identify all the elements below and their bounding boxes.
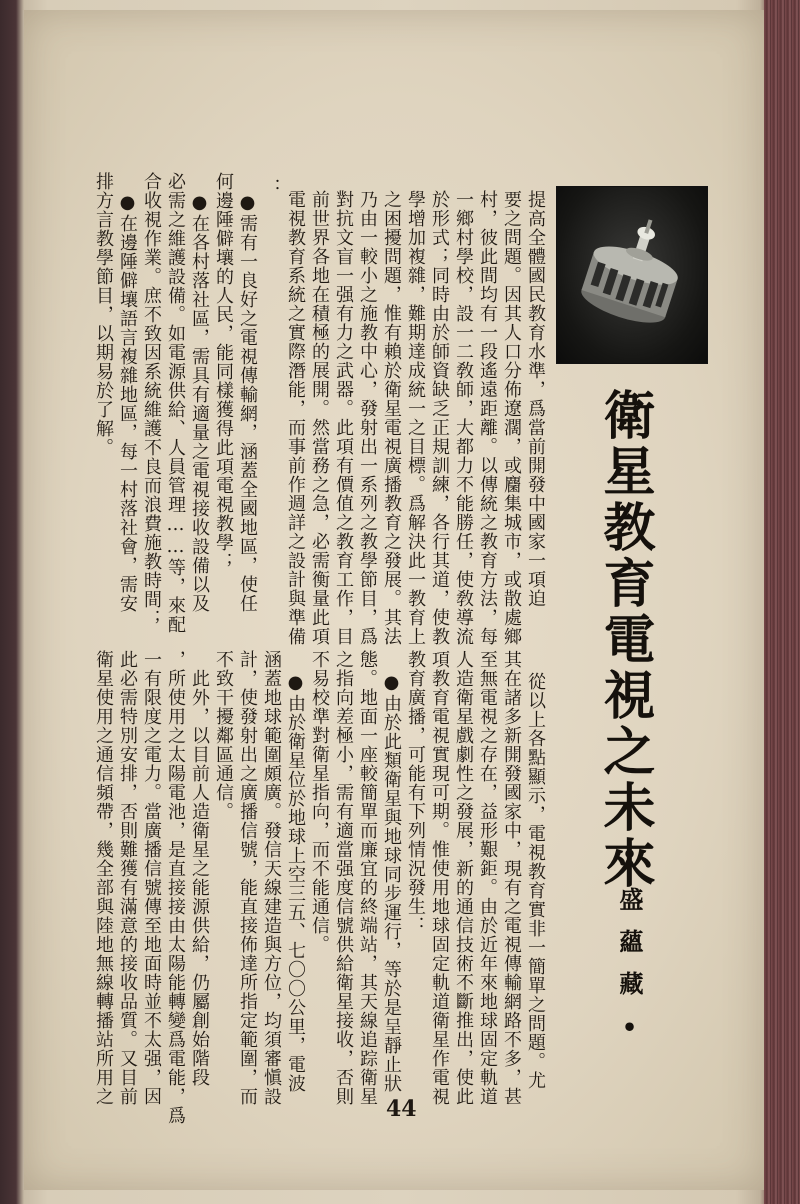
page-number: 44 bbox=[386, 1096, 417, 1122]
text-column: 教育廣播，可能有下列情況發生： bbox=[405, 650, 426, 935]
text-column: 至無電視之存在，益形艱鉅。由於近年來地球固定軌道 bbox=[477, 650, 498, 1106]
text-column: 對抗文盲一强有力之武器。此項有價值之教育工作，目 bbox=[333, 190, 354, 646]
article-title: 衛星教育電視之未來 bbox=[594, 388, 654, 892]
text-column: 此外，以目前人造衛星之能源供給，仍屬創始階段 bbox=[189, 650, 210, 1087]
article-author: •盛蘊藏• bbox=[615, 840, 644, 1060]
text-column: 何邊陲僻壤的人民，能同樣獲得此項電視教學； bbox=[213, 172, 234, 571]
text-column: 前世界各地在積極的展開。然當務之急，必需衡量此項 bbox=[309, 190, 330, 646]
text-column: 村，彼此間均有一段遙遠距離。以傳統之教育方法，每 bbox=[477, 190, 498, 646]
text-column: ●需有一良好之電視傳輸網，涵蓋全國地區，使任 bbox=[237, 192, 258, 613]
text-column: ●在邊陲僻壤語言複雜地區，每一村落社會，需安 bbox=[117, 192, 138, 613]
satellite-icon bbox=[557, 187, 707, 363]
text-column: 其在諸多新開發國家中，現有之電視傳輸網路不多，甚 bbox=[501, 650, 522, 1106]
text-column: 必需之維護設備。如電源供給、人員管理……等，來配 bbox=[165, 172, 186, 634]
text-column: 之指向差極小，需有適當强度信號供給衛星接收，否則 bbox=[333, 650, 354, 1106]
text-column: 電視教育系統之實際潛能，而事前作週詳之設計與準備 bbox=[285, 190, 306, 646]
text-column: ●由於衛星位於地球上空三五、七〇〇公里，電波 bbox=[285, 672, 306, 1093]
text-column: 於形式；同時由於師資缺乏正規訓練，各行其道，使教 bbox=[429, 190, 450, 646]
text-column: 涵蓋地球範圍頗廣。發信天線建造與方位，均須審愼設 bbox=[261, 650, 282, 1106]
text-column: 態。地面一座較簡單而廉宜的終端站，其天線追踪衛星 bbox=[357, 650, 378, 1106]
text-column: 人造衛星戲劇性之發展，新的通信技術不斷推出，使此 bbox=[453, 650, 474, 1106]
text-column: 項教育電視實現可期。惟使用地球固定軌道衛星作電視 bbox=[429, 650, 450, 1106]
text-column: ： bbox=[261, 178, 282, 197]
text-column: 排方言教學節目，以期易於了解。 bbox=[93, 172, 114, 457]
text-column: 從以上各點顯示，電視教育實非一簡單之問題。尤 bbox=[525, 672, 546, 1090]
text-column: 提高全體國民教育水準，爲當前開發中國家一項迫 bbox=[525, 190, 546, 608]
text-column: 一有限度之電力。當廣播信號傳至地面時並不太强，因 bbox=[141, 650, 162, 1106]
text-column: 不致干擾鄰區通信。 bbox=[213, 650, 234, 821]
text-column: ，所使用之太陽電池，是直接接由太陽能轉變爲電能，爲 bbox=[165, 650, 186, 1125]
text-column: 不易校準對衛星指向，而不能通信。 bbox=[309, 650, 330, 954]
text-column: 學增加複雜，難期達成統一之目標。爲解決此一教育上 bbox=[405, 190, 426, 646]
text-column: 此必需特別安排，否則難獲有滿意的接收品質。又目前 bbox=[117, 650, 138, 1106]
text-column: 一鄉村學校，設一二敎師，大都力不能勝任，使敎導流 bbox=[453, 190, 474, 646]
text-column: ●在各村落社區，需具有適量之電視接收設備以及 bbox=[189, 192, 210, 613]
text-column: 要之問題。因其人口分佈遼濶，或麕集城市，或散處鄉 bbox=[501, 190, 522, 646]
text-column: 衛星使用之通信頻帶，幾全部與陸地無線轉播站所用之 bbox=[93, 650, 114, 1106]
text-column: 乃由一較小之施教中心，發射出一系列之教學節目，爲 bbox=[357, 190, 378, 646]
book-spine-edge bbox=[764, 0, 800, 1204]
text-column: ●由於此類衛星與地球同步運行，等於是呈靜止狀 bbox=[381, 672, 402, 1093]
text-column: 合收視作業。庶不致因系統維護不良而浪費施教時間； bbox=[141, 172, 162, 628]
text-column: 之困擾問題，惟有賴於衛星電視廣播教育之發展。其法 bbox=[381, 190, 402, 646]
text-column: 計，使發射出之廣播信號，能直接佈達所指定範圍，而 bbox=[237, 650, 258, 1106]
satellite-photo bbox=[556, 186, 708, 364]
